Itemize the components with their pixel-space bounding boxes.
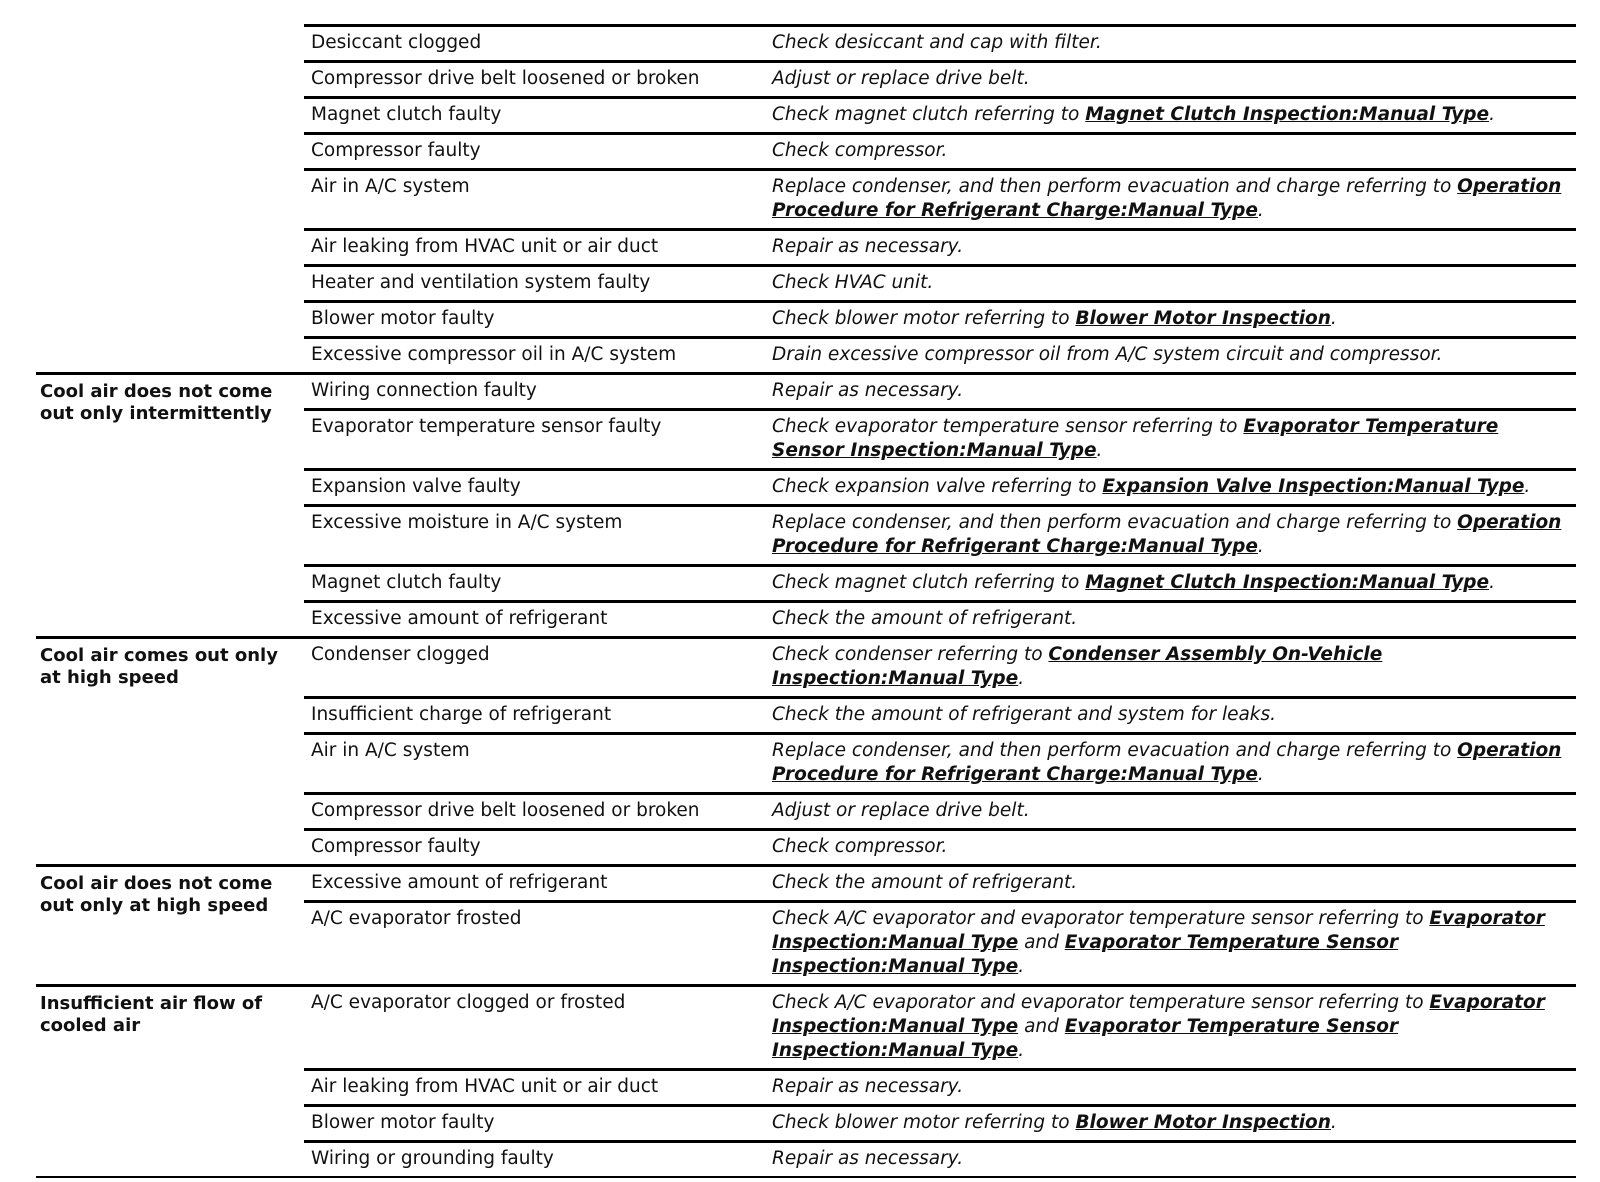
correction-cell: [765, 267, 1576, 300]
table-row: [304, 228, 1576, 264]
correction-cell: [765, 1143, 1576, 1176]
cause-cell: Magnet clutch faulty: [311, 572, 502, 593]
correction-text: .: [1524, 476, 1531, 497]
correction-text: .: [1257, 536, 1264, 557]
correction-text: Adjust or replace drive belt.: [772, 68, 1030, 89]
correction-text: Check desiccant and cap with filter.: [772, 32, 1102, 53]
cause-cell: Compressor drive belt loosened or broken: [311, 800, 700, 821]
correction-cell: [765, 27, 1576, 60]
correction-text: Check the amount of refrigerant and system for leaks.: [772, 704, 1277, 725]
table-row: [304, 564, 1576, 600]
correction-text: Adjust or replace drive belt.: [772, 800, 1030, 821]
correction-text: Check HVAC unit.: [772, 272, 934, 293]
correction-cell: [765, 867, 1576, 900]
condition-group: [36, 636, 1576, 864]
correction-cell: [765, 339, 1576, 372]
cause-cell: Evaporator temperature sensor faulty: [311, 416, 662, 437]
condition-label: Cool air comes out only at high speed: [36, 636, 304, 864]
condition-group: [36, 372, 1576, 636]
cause-rows: [304, 24, 1576, 372]
reference-link[interactable]: Evaporator Inspection:Manual Type: [772, 992, 1545, 1037]
cause-cell: Insufficient charge of refrigerant: [311, 704, 612, 725]
table-row: [304, 900, 1576, 984]
cause-cell: Compressor faulty: [311, 140, 481, 161]
correction-cell: [765, 231, 1576, 264]
correction-text: Check compressor.: [772, 140, 948, 161]
table-row: [304, 732, 1576, 792]
correction-text: .: [1018, 956, 1025, 977]
table-row: [304, 408, 1576, 468]
correction-cell: [765, 639, 1576, 696]
correction-text: Repair as necessary.: [772, 1076, 964, 1097]
correction-text: Repair as necessary.: [772, 236, 964, 257]
table-row: [304, 60, 1576, 96]
correction-cell: [765, 507, 1576, 564]
correction-cell: [765, 303, 1576, 336]
cause-rows: [304, 372, 1576, 636]
table-row: [304, 168, 1576, 228]
correction-text: Replace condenser, and then perform evacuation and charge referring to: [772, 512, 1458, 533]
correction-text: .: [1018, 668, 1025, 689]
correction-cell: [765, 135, 1576, 168]
table-row: [304, 372, 1576, 408]
reference-link[interactable]: Magnet Clutch Inspection:Manual Type: [1085, 104, 1490, 125]
reference-link[interactable]: Expansion Valve Inspection:Manual Type: [1102, 476, 1525, 497]
reference-link[interactable]: Operation Procedure for Refrigerant Charge:Manual Type: [772, 512, 1562, 557]
cause-rows: [304, 864, 1576, 984]
table-row: [304, 96, 1576, 132]
correction-text: Check the amount of refrigerant.: [772, 608, 1078, 629]
correction-text: Check blower motor referring to: [772, 308, 1076, 329]
correction-text: Check A/C evaporator and evaporator temperature sensor referring to: [772, 908, 1430, 929]
cause-rows: [304, 636, 1576, 864]
cause-cell: Air leaking from HVAC unit or air duct: [311, 236, 659, 257]
table-row: [304, 984, 1576, 1068]
correction-cell: [765, 831, 1576, 864]
correction-cell: [765, 987, 1576, 1068]
reference-link[interactable]: Magnet Clutch Inspection:Manual Type: [1085, 572, 1490, 593]
correction-text: Check magnet clutch referring to: [772, 104, 1086, 125]
cause-cell: Condenser clogged: [311, 644, 490, 665]
cause-cell: Magnet clutch faulty: [311, 104, 502, 125]
correction-cell: [765, 99, 1576, 132]
correction-cell: [765, 63, 1576, 96]
cause-cell: Excessive moisture in A/C system: [311, 512, 623, 533]
correction-text: .: [1257, 764, 1264, 785]
correction-text: Check blower motor referring to: [772, 1112, 1076, 1133]
condition-group: [36, 984, 1576, 1178]
correction-text: Repair as necessary.: [772, 380, 964, 401]
reference-link[interactable]: Condenser Assembly On-Vehicle Inspection:Manual Type: [772, 644, 1383, 689]
correction-cell: [765, 375, 1576, 408]
cause-cell: Air in A/C system: [311, 740, 470, 761]
cause-cell: Heater and ventilation system faulty: [311, 272, 651, 293]
cause-cell: Air leaking from HVAC unit or air duct: [311, 1076, 659, 1097]
cause-rows: [304, 984, 1576, 1176]
cause-cell: Wiring connection faulty: [311, 380, 537, 401]
table-row: [304, 1140, 1576, 1176]
cause-cell: Excessive amount of refrigerant: [311, 608, 608, 629]
table-row: [304, 828, 1576, 864]
cause-cell: Desiccant clogged: [311, 32, 482, 53]
reference-link[interactable]: Blower Motor Inspection: [1075, 1112, 1331, 1133]
cause-cell: Expansion valve faulty: [311, 476, 521, 497]
troubleshooting-table: [36, 24, 1576, 1178]
table-row: [304, 336, 1576, 372]
correction-cell: [765, 735, 1576, 792]
correction-cell: [765, 603, 1576, 636]
reference-link[interactable]: Evaporator Temperature Sensor Inspection:Manual Type: [772, 932, 1399, 977]
reference-link[interactable]: Operation Procedure for Refrigerant Charge:Manual Type: [772, 740, 1562, 785]
table-row: [304, 132, 1576, 168]
correction-text: and: [1018, 1016, 1065, 1037]
table-row: [304, 600, 1576, 636]
correction-text: .: [1018, 1040, 1025, 1061]
correction-text: Check the amount of refrigerant.: [772, 872, 1078, 893]
correction-text: .: [1096, 440, 1103, 461]
correction-text: Check condenser referring to: [772, 644, 1049, 665]
correction-cell: [765, 471, 1576, 504]
condition-label: [36, 24, 304, 372]
table-row: [304, 696, 1576, 732]
table-row: [304, 300, 1576, 336]
table-row: [304, 636, 1576, 696]
condition-group: [36, 864, 1576, 984]
reference-link[interactable]: Evaporator Inspection:Manual Type: [772, 908, 1545, 953]
condition-group: [36, 24, 1576, 372]
cause-cell: Compressor drive belt loosened or broken: [311, 68, 700, 89]
cause-cell: Compressor faulty: [311, 836, 481, 857]
correction-text: Check A/C evaporator and evaporator temperature sensor referring to: [772, 992, 1430, 1013]
correction-cell: [765, 171, 1576, 228]
reference-link[interactable]: Evaporator Temperature Sensor Inspection:Manual Type: [772, 1016, 1399, 1061]
cause-cell: Blower motor faulty: [311, 308, 495, 329]
table-row: [304, 792, 1576, 828]
correction-cell: [765, 795, 1576, 828]
table-row: [304, 264, 1576, 300]
correction-text: Drain excessive compressor oil from A/C system circuit and compressor.: [772, 344, 1443, 365]
cause-cell: Excessive amount of refrigerant: [311, 872, 608, 893]
cause-cell: A/C evaporator clogged or frosted: [311, 992, 626, 1013]
table-row: [304, 504, 1576, 564]
correction-text: Check compressor.: [772, 836, 948, 857]
correction-text: and: [1018, 932, 1065, 953]
table-row: [304, 1104, 1576, 1140]
correction-text: .: [1330, 308, 1337, 329]
correction-text: .: [1489, 104, 1495, 125]
correction-text: .: [1489, 572, 1495, 593]
table-row: [304, 1068, 1576, 1104]
correction-cell: [765, 1107, 1576, 1140]
cause-cell: Air in A/C system: [311, 176, 470, 197]
correction-text: Replace condenser, and then perform evacuation and charge referring to: [772, 740, 1458, 761]
correction-text: Repair as necessary.: [772, 1148, 964, 1169]
correction-text: .: [1257, 200, 1264, 221]
condition-label: Insufficient air flow of cooled air: [36, 984, 304, 1176]
reference-link[interactable]: Operation Procedure for Refrigerant Charge:Manual Type: [772, 176, 1562, 221]
reference-link[interactable]: Evaporator Temperature Sensor Inspection:Manual Type: [772, 416, 1499, 461]
correction-text: Check evaporator temperature sensor referring to: [772, 416, 1244, 437]
correction-text: Replace condenser, and then perform evacuation and charge referring to: [772, 176, 1458, 197]
correction-cell: [765, 903, 1576, 984]
table-row: [304, 24, 1576, 60]
cause-cell: Wiring or grounding faulty: [311, 1148, 554, 1169]
cause-cell: Excessive compressor oil in A/C system: [311, 344, 677, 365]
reference-link[interactable]: Blower Motor Inspection: [1075, 308, 1331, 329]
table-row: [304, 864, 1576, 900]
correction-text: Check magnet clutch referring to: [772, 572, 1086, 593]
cause-cell: A/C evaporator frosted: [311, 908, 522, 929]
condition-label: Cool air does not come out only at high speed: [36, 864, 304, 984]
correction-cell: [765, 1071, 1576, 1104]
correction-text: Check expansion valve referring to: [772, 476, 1103, 497]
correction-cell: [765, 411, 1576, 468]
cause-cell: Blower motor faulty: [311, 1112, 495, 1133]
correction-text: .: [1330, 1112, 1337, 1133]
correction-cell: [765, 699, 1576, 732]
condition-label: Cool air does not come out only intermittently: [36, 372, 304, 636]
table-row: [304, 468, 1576, 504]
correction-cell: [765, 567, 1576, 600]
